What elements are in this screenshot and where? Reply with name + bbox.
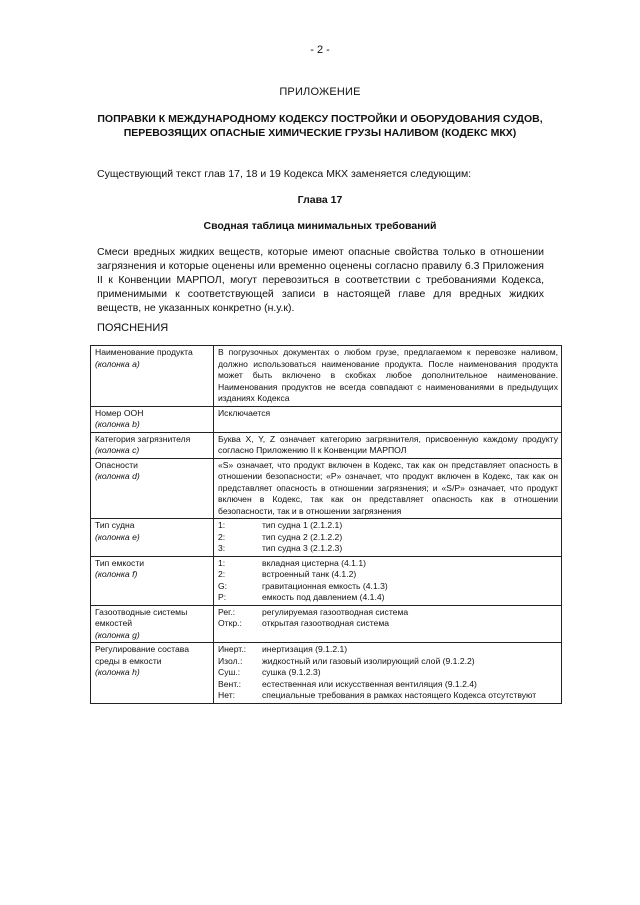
code: P:: [218, 592, 227, 602]
code: Рег.:: [218, 606, 235, 617]
code-item: [218, 592, 558, 604]
code: Откр.:: [218, 618, 242, 628]
row-description: В погрузочных документах о любом грузе, предлагаемом к перевозке наливом, должно использоваться наименование продукта. После наименования продукта может быть включено в скобках любое дополнительное наименование. Наименования продуктов не всегда совпадают с наименованиями в предыдущих изданиях Кодекса: [214, 346, 562, 407]
chapter-subtitle: Сводная таблица минимальных требований: [203, 220, 437, 232]
code-item: [218, 569, 558, 581]
table-row: [91, 519, 562, 557]
row-label: Категория загрязнителя: [95, 433, 191, 444]
row-codes-cell: [214, 519, 562, 557]
row-label-cell: [91, 556, 214, 605]
code: 3:: [218, 543, 226, 553]
code-item: [218, 581, 558, 593]
code: 1:: [218, 557, 226, 568]
explanations-table: [90, 345, 562, 704]
code-item: [218, 558, 558, 570]
row-label-cell: [91, 605, 214, 643]
row-label: Тип судна: [95, 520, 135, 530]
code-item: [218, 520, 558, 532]
code-desc: вкладная цистерна (4.1.1): [262, 557, 366, 568]
code-item: [218, 667, 558, 679]
code: 2:: [218, 531, 226, 542]
chapter-title: Глава 17: [297, 194, 343, 206]
row-label-cell: [91, 643, 214, 704]
code: Изол.:: [218, 655, 243, 666]
code: Вент.:: [218, 678, 242, 689]
code-item: [218, 656, 558, 668]
row-description: Исключается: [214, 406, 562, 432]
table-row: [91, 605, 562, 643]
row-label-cont: среды в емкости: [95, 655, 162, 666]
code-desc: специальные требования в рамках настоящего Кодекса отсутствуют: [262, 690, 537, 700]
row-label-cell: [91, 406, 214, 432]
code-item: [218, 543, 558, 555]
row-codes-cell: [214, 556, 562, 605]
page-number: - 2 -: [310, 44, 330, 56]
column-tag: (колонка b): [95, 419, 140, 429]
row-label: Номер ООН: [95, 407, 144, 418]
column-tag: (колонка d): [95, 471, 140, 481]
code-item: [218, 644, 558, 656]
row-label: Газоотводные системы: [95, 606, 188, 617]
code: G:: [218, 580, 228, 591]
column-tag: (колонка f): [95, 569, 138, 579]
row-description: «S» означает, что продукт включен в Кодекс, так как он представляет опасность в отношении безопасности; «P» означает, что продукт включен в Кодекс, так как он представляет опасность в отношении загрязнения; и «S/P» означает, что продукт включен в Кодекс, так как он представляет опасность как в отношении безопасности, так и в отношении загрязнения: [214, 458, 562, 519]
row-codes-cell: [214, 605, 562, 643]
column-tag: (колонка c): [95, 445, 140, 455]
body-paragraph: Смеси вредных жидких веществ, которые имеют опасные свойства только в отношении загрязнения и которые оценены или временно оценены согласно правилу 6.3 Приложения II к Конвенции МАРПОЛ, могут перевозиться в соответствии с требованиями Кодекса, применимыми к соответствующей записи в настоящей главе для вредных жидких веществ, не указанных конкретно (н.у.к).: [97, 246, 544, 314]
row-label: Опасности: [95, 459, 138, 470]
notes-heading: ПОЯСНЕНИЯ: [97, 322, 169, 334]
code: Нет:: [218, 690, 236, 700]
code-desc: открытая газоотводная система: [262, 618, 390, 628]
row-label: Наименование продукта: [95, 347, 193, 357]
column-tag: (колонка a): [95, 358, 140, 369]
row-label-cell: [91, 519, 214, 557]
code-item: [218, 618, 558, 630]
code-item: [218, 532, 558, 544]
column-tag: (колонка e): [95, 531, 140, 542]
row-label: Тип емкости: [95, 557, 145, 568]
code-item: [218, 679, 558, 691]
code-list: [218, 607, 558, 630]
code-desc: естественная или искусственная вентиляция (9.1.2.4): [262, 678, 477, 689]
code-desc: тип судна 3 (2.1.2.3): [262, 543, 343, 553]
table-row: [91, 346, 562, 407]
code: Суш.:: [218, 667, 241, 677]
row-label-cont: емкостей: [95, 618, 133, 628]
code-desc: регулируемая газоотводная система: [262, 606, 409, 617]
code-desc: сушка (9.1.2.3): [262, 667, 321, 677]
code-desc: инертизация (9.1.2.1): [262, 644, 348, 654]
appendix-title: ПРИЛОЖЕНИЕ: [279, 86, 361, 98]
code-desc: гравитационная емкость (4.1.3): [262, 580, 388, 591]
table-row: [91, 643, 562, 704]
code-desc: встроенный танк (4.1.2): [262, 569, 357, 579]
table-row: [91, 406, 562, 432]
column-tag: (колонка h): [95, 667, 140, 677]
column-tag: (колонка g): [95, 629, 140, 640]
code-desc: тип судна 2 (2.1.2.2): [262, 531, 343, 542]
code: 1:: [218, 520, 226, 530]
row-codes-cell: [214, 643, 562, 704]
row-label-cell: [91, 458, 214, 519]
code-desc: тип судна 1 (2.1.2.1): [262, 520, 343, 530]
code-item: [218, 690, 558, 702]
table-row: [91, 458, 562, 519]
code-list: [218, 558, 558, 604]
code-list: [218, 520, 558, 555]
code: 2:: [218, 569, 226, 579]
row-label-cell: [91, 432, 214, 458]
intro-text: Существующий текст глав 17, 18 и 19 Кодекса МКХ заменяется следующим:: [97, 168, 472, 180]
document-title: ПОПРАВКИ К МЕЖДУНАРОДНОМУ КОДЕКСУ ПОСТРОЙКИ И ОБОРУДОВАНИЯ СУДОВ, ПЕРЕВОЗЯЩИХ ОПАСНЫЕ ХИМИЧЕСКИЕ ГРУЗЫ НАЛИВОМ (КОДЕКС МКХ): [97, 113, 543, 139]
row-description: Буква X, Y, Z означает категорию загрязнителя, присвоенную каждому продукту согласно Приложению II к Конвенции МАРПОЛ: [214, 432, 562, 458]
code-desc: емкость под давлением (4.1.4): [262, 592, 385, 602]
row-label: Регулирование состава: [95, 644, 190, 654]
table-row: [91, 556, 562, 605]
code-list: [218, 644, 558, 702]
code-desc: жидкостный или газовый изолирующий слой (9.1.2.2): [262, 655, 475, 666]
code-item: [218, 607, 558, 619]
table-row: [91, 432, 562, 458]
row-label-cell: [91, 346, 214, 407]
code: Инерт.:: [218, 644, 247, 654]
